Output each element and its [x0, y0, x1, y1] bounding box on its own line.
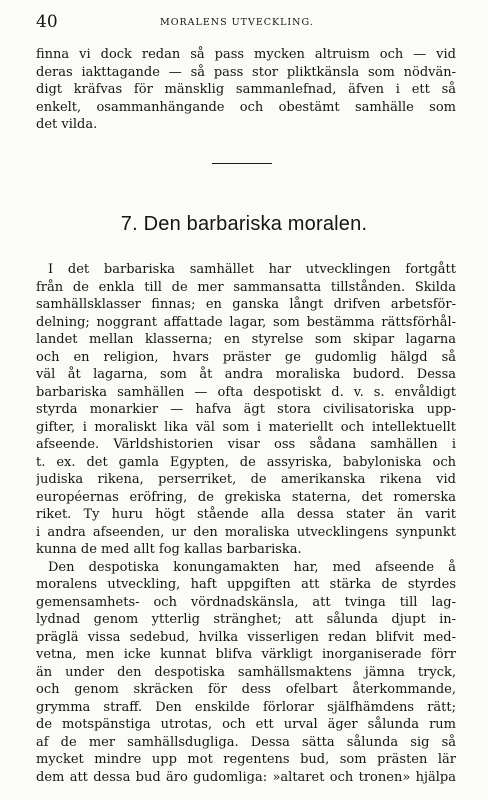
text-line: riket. Ty huru högt stående alla dessa stater än varit	[36, 507, 456, 522]
text-line: samhällsklasser finnas; en ganska långt drifven arbetsför-	[36, 297, 456, 312]
text-line: det vilda.	[36, 117, 98, 132]
text-line: t. ex. det gamla Egypten, de assyriska, babyloniska och	[36, 454, 456, 470]
text-line: än under den despotiska samhällsmaktens jämna tryck,	[36, 664, 456, 680]
text-line: i andra afseenden, ur den moraliska utvecklingens synpunkt	[36, 524, 456, 540]
text-line: och genom skräcken för dess ofelbart återkommande,	[36, 682, 456, 697]
text-line: Den despotiska konungamakten har, med afseende å	[48, 559, 456, 575]
text-line: finna vi dock redan så pass mycken altruism och — vid	[36, 47, 456, 62]
section-divider	[212, 163, 272, 164]
text-line: och en religion, hvars präster ge gudomlig hälgd så	[36, 349, 456, 365]
text-line: mycket mindre upp mot regentens bud, som prästen lär	[36, 752, 456, 767]
page-number: 40	[36, 12, 58, 32]
text-line: deras iakttagande — så pass stor pliktkänsla som nödvän-	[36, 64, 456, 80]
text-line: judiska rikena, perserriket, de amerikanska rikena vid	[36, 472, 456, 487]
chapter-body	[36, 261, 456, 786]
text-line: af de mer samhällsdugliga. Dessa sätta sålunda sig så	[36, 734, 456, 750]
chapter-heading: 7. Den barbariska moralen.	[120, 213, 368, 235]
text-line: européernas eröfring, de grekiska staterna, det romerska	[36, 489, 456, 505]
text-line: I det barbariska samhället har utvecklingen fortgått	[48, 262, 456, 277]
text-line: lydnad genom ytterlig stränghet; att sålunda djupt in-	[36, 612, 456, 627]
text-line: präglä vissa sedebud, hvilka visserligen redan blifvit med-	[36, 629, 456, 645]
text-line: delning; noggrant affattade lagar, som bestämma rättsförhål-	[36, 314, 456, 330]
text-line: dem att dessa bud äro gudomliga: »altaret och tronen» hjälpa	[36, 769, 456, 785]
text-line: vetna, men icke kunnat blifva värkligt inorganiserade förr	[36, 647, 456, 662]
text-line: väl åt lagarna, som åt andra moraliska budord. Dessa	[36, 367, 456, 382]
text-line: de motspänstiga utrotas, och ett urval äger sålunda rum	[36, 717, 456, 732]
text-line: landet mellan klasserna; en styrelse som skipar lagarna	[36, 332, 456, 347]
text-line: grymma straff. Den enskilde förlorar själfhämdens rätt;	[36, 699, 456, 715]
running-head: MORALENS UTVECKLING.	[160, 17, 314, 28]
text-line: barbariska samhällen — ofta despotiskt d. v. s. envåldigt	[36, 384, 456, 400]
intro-paragraph	[36, 46, 456, 134]
text-line: digt kräfvas för mänsklig sammanlefnad, äfven i ett så	[36, 82, 456, 97]
text-line: moralens utveckling, haft uppgiften att stärka de styrdes	[36, 577, 456, 592]
text-line: gemensamhets- och vördnadskänsla, att tvinga till lag-	[36, 594, 456, 610]
text-line: enkelt, osammanhängande och obestämt samhälle som	[36, 99, 456, 115]
text-line: afseende. Världshistorien visar oss sådana samhällen i	[36, 437, 456, 452]
text-line: gifter, i moraliskt lika väl som i materiellt och intellektuellt	[36, 419, 456, 435]
text-line: kunna de med allt fog kallas barbariska.	[36, 542, 302, 557]
text-line: styrda monarkier — hafva ägt stora civilisatoriska upp-	[36, 402, 456, 417]
text-line: från de enkla till de mer sammansatta tillstånden. Skilda	[36, 279, 456, 295]
